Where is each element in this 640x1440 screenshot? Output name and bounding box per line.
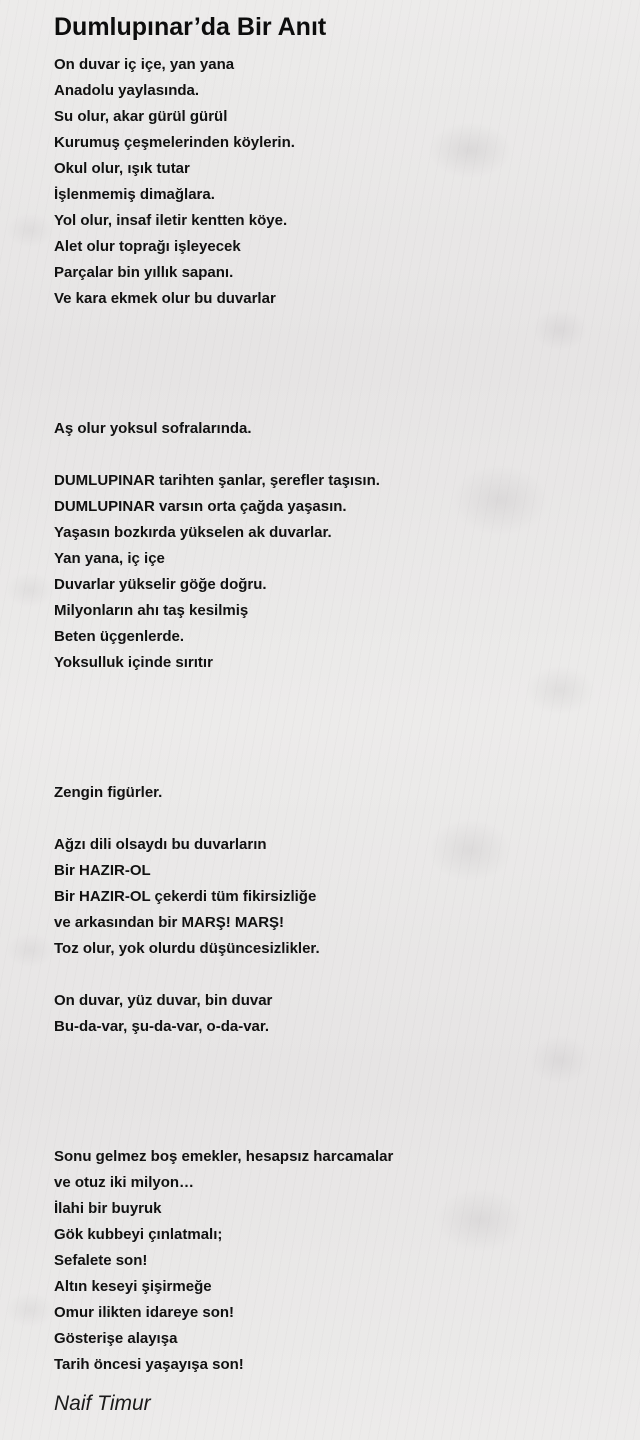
poem-line: İşlenmemiş dimağlara. [54,186,215,203]
poem-line: Yol olur, insaf iletir kentten köye. [54,212,288,229]
poem-line: Sonu gelmez boş emekler, hesapsız harcamalar [54,1148,394,1165]
poem-line: Anadolu yaylasında. [54,82,200,99]
poem-blank-line [54,1118,614,1144]
poem-line: Su olur, akar gürül gürül [54,108,228,125]
poem-line: Ve kara ekmek olur bu duvarlar [54,290,276,307]
poem-blank-line [54,442,614,468]
poem-line: Yaşasın bozkırda yükselen ak duvarlar. [54,524,332,541]
poem-blank-line [54,702,614,728]
poem-blank-line [54,728,614,754]
poem-blank-line [54,676,614,702]
poem-line: On duvar iç içe, yan yana [54,56,235,73]
poem-line: Aş olur yoksul sofralarında. [54,420,252,437]
poem-blank-line [54,312,614,338]
poem-line: İlahi bir buyruk [54,1200,162,1217]
poem-line: Altın keseyi şişirmeğe [54,1278,212,1295]
poem-line: Bir HAZIR-OL [54,862,151,879]
poem-line: Tarih öncesi yaşayışa son! [54,1356,244,1373]
poem-line: Yan yana, iç içe [54,550,165,567]
poem-line: Beten üçgenlerde. [54,628,185,645]
poem-line: ve arkasından bir MARŞ! MARŞ! [54,914,285,931]
poem-author: Naif Timur [54,1392,151,1415]
poem-line: Parçalar bin yıllık sapanı. [54,264,234,281]
poem-line: Gösterişe alayışa [54,1330,178,1347]
poem-line: Gök kubbeyi çınlatmalı; [54,1226,223,1243]
poem-line: ve otuz iki milyon… [54,1174,195,1191]
poem-line: Zengin figürler. [54,784,163,801]
poem-line: Toz olur, yok olurdu düşüncesizlikler. [54,940,320,957]
poem-blank-line [54,1066,614,1092]
poem-line: Okul olur, ışık tutar [54,160,190,177]
poem-body [54,52,614,1378]
poem-container [54,10,614,1418]
poem-line: Bu-da-var, şu-da-var, o-da-var. [54,1018,270,1035]
poem-line: Ağzı dili olsaydı bu duvarların [54,836,267,853]
poem-line: On duvar, yüz duvar, bin duvar [54,992,273,1009]
poem-line: Yoksulluk içinde sırıtır [54,654,213,671]
poem-title: Dumlupınar’da Bir Anıt [54,13,327,41]
poem-line: Bir HAZIR-OL çekerdi tüm fikirsizliğe [54,888,317,905]
poem-blank-line [54,338,614,364]
poem-line: Milyonların ahı taş kesilmiş [54,602,249,619]
poem-line: Alet olur toprağı işleyecek [54,238,241,255]
poem-blank-line [54,390,614,416]
poem-line: DUMLUPINAR varsın orta çağda yaşasın. [54,498,347,515]
poem-line: Duvarlar yükselir göğe doğru. [54,576,267,593]
poem-line: Omur ilikten idareye son! [54,1304,235,1321]
poem-blank-line [54,1040,614,1066]
poem-line: Sefalete son! [54,1252,148,1269]
poem-line: DUMLUPINAR tarihten şanlar, şerefler taşısın. [54,472,380,489]
poem-blank-line [54,1092,614,1118]
poem-blank-line [54,364,614,390]
poem-blank-line [54,806,614,832]
poem-line: Kurumuş çeşmelerinden köylerin. [54,134,295,151]
poem-blank-line [54,754,614,780]
poem-blank-line [54,962,614,988]
